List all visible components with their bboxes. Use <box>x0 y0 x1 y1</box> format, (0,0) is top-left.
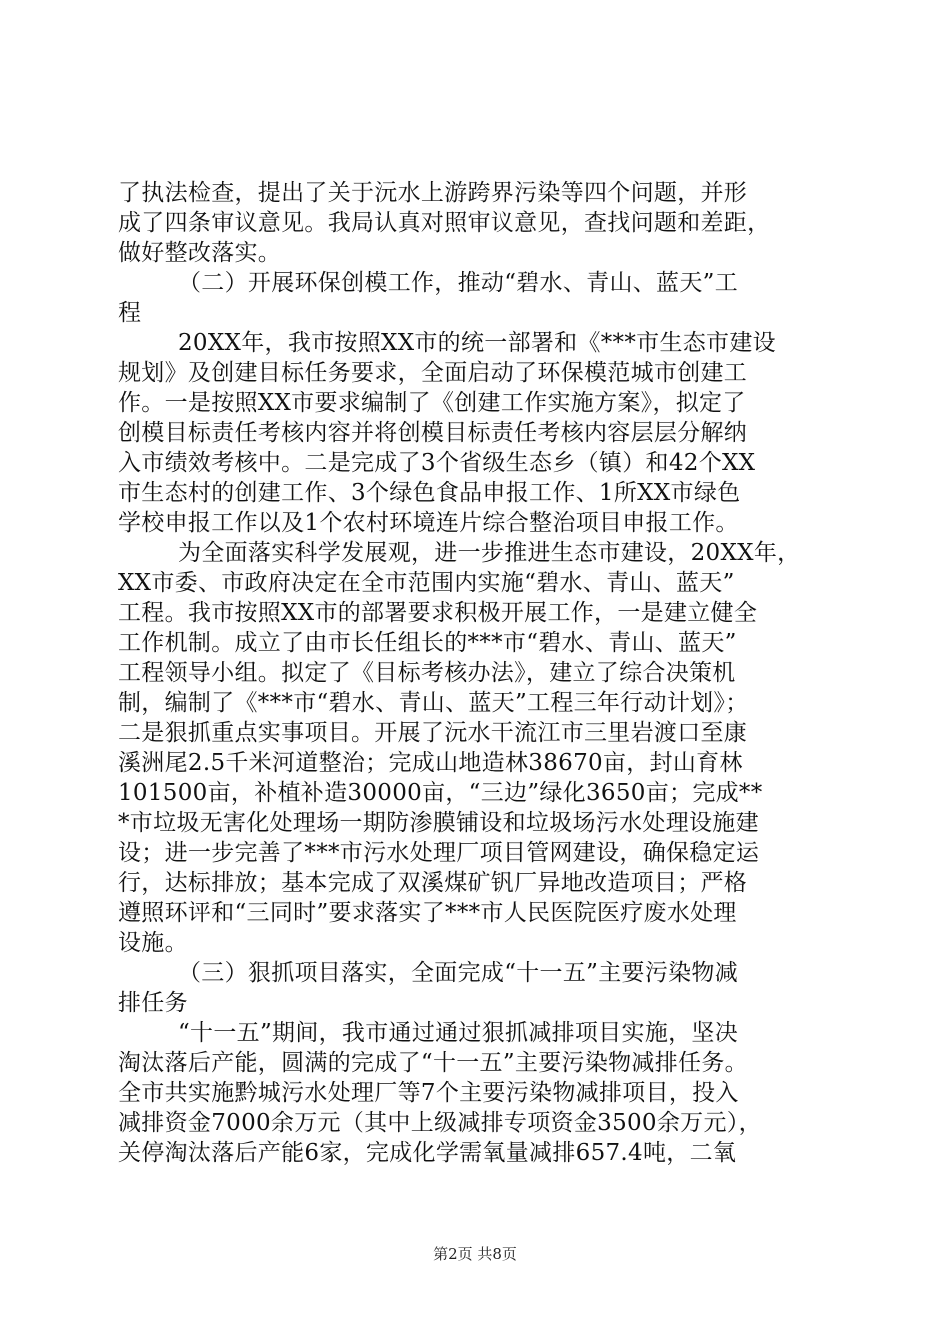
text-line: 规划》及创建目标任务要求，全面启动了环保模范城市创建工 <box>118 360 748 386</box>
text-line: 为全面落实科学发展观，进一步推进生态市建设，20XX年， <box>178 540 801 566</box>
text-line: 市生态村的创建工作、3个绿色食品申报工作、1所XX市绿色 <box>118 480 741 506</box>
text-line: 作。一是按照XX市要求编制了《创建工作实施方案》，拟定了 <box>118 390 746 416</box>
text-line: 学校申报工作以及1个农村环境连片综合整治项目申报工作。 <box>118 510 739 536</box>
text-line: 工程。我市按照XX市的部署要求积极开展工作，一是建立健全 <box>118 600 758 626</box>
section-heading: 排任务 <box>118 990 188 1016</box>
text-line: 关停淘汰落后产能6家，完成化学需氧量减排657.4吨，二氧 <box>118 1140 737 1166</box>
text-line: 二是狠抓重点实事项目。开展了沅水干流江市三里岩渡口至康 <box>118 720 748 746</box>
text-line: 101500亩，补植补造30000亩，“三边”绿化3650亩；完成** <box>118 780 763 806</box>
section-heading: （二）开展环保创模工作，推动“碧水、青山、蓝天”工 <box>178 270 739 296</box>
text-line: “十一五”期间，我市通过通过狠抓减排项目实施，坚决 <box>178 1020 739 1046</box>
text-line: 制，编制了《***市“碧水、青山、蓝天”工程三年行动计划》； <box>118 690 749 716</box>
page-number-footer: 第2页 共8页 <box>433 1245 517 1263</box>
section-heading: 程 <box>118 300 142 326</box>
text-line: 做好整改落实。 <box>118 240 282 266</box>
text-line: 设；进一步完善了***市污水处理厂项目管网建设，确保稳定运 <box>118 840 760 866</box>
text-line: *市垃圾无害化处理场一期防渗膜铺设和垃圾场污水处理设施建 <box>118 810 759 836</box>
text-line: 成了四条审议意见。我局认真对照审议意见，查找问题和差距， <box>118 210 771 236</box>
text-line: 溪洲尾2.5千米河道整治；完成山地造林38670亩，封山育林 <box>118 750 743 776</box>
text-line: 淘汰落后产能，圆满的完成了“十一五”主要污染物减排任务。 <box>118 1050 748 1076</box>
text-line: 工作机制。成立了由市长任组长的***市“碧水、青山、蓝天” <box>118 630 737 656</box>
text-line: 减排资金7000余万元（其中上级减排专项资金3500余万元）， <box>118 1110 762 1136</box>
text-line: XX市委、市政府决定在全市范围内实施“碧水、青山、蓝天” <box>118 570 735 596</box>
text-line: 行，达标排放；基本完成了双溪煤矿钒厂异地改造项目；严格 <box>118 870 748 896</box>
text-line: 入市绩效考核中。二是完成了3个省级生态乡（镇）和42个XX <box>118 450 756 476</box>
text-line: 20XX年，我市按照XX市的统一部署和《***市生态市建设 <box>178 330 776 356</box>
text-line: 遵照环评和“三同时”要求落实了***市人民医院医疗废水处理 <box>118 900 737 926</box>
text-line: 创模目标责任考核内容并将创模目标责任考核内容层层分解纳 <box>118 420 748 446</box>
text-line: 了执法检查，提出了关于沅水上游跨界污染等四个问题，并形 <box>118 180 748 206</box>
section-heading: （三）狠抓项目落实，全面完成“十一五”主要污染物减 <box>178 960 739 986</box>
text-line: 设施。 <box>118 930 188 956</box>
text-line: 工程领导小组。拟定了《目标考核办法》，建立了综合决策机 <box>118 660 736 686</box>
text-line: 全市共实施黔城污水处理厂等7个主要污染物减排项目，投入 <box>118 1080 739 1106</box>
